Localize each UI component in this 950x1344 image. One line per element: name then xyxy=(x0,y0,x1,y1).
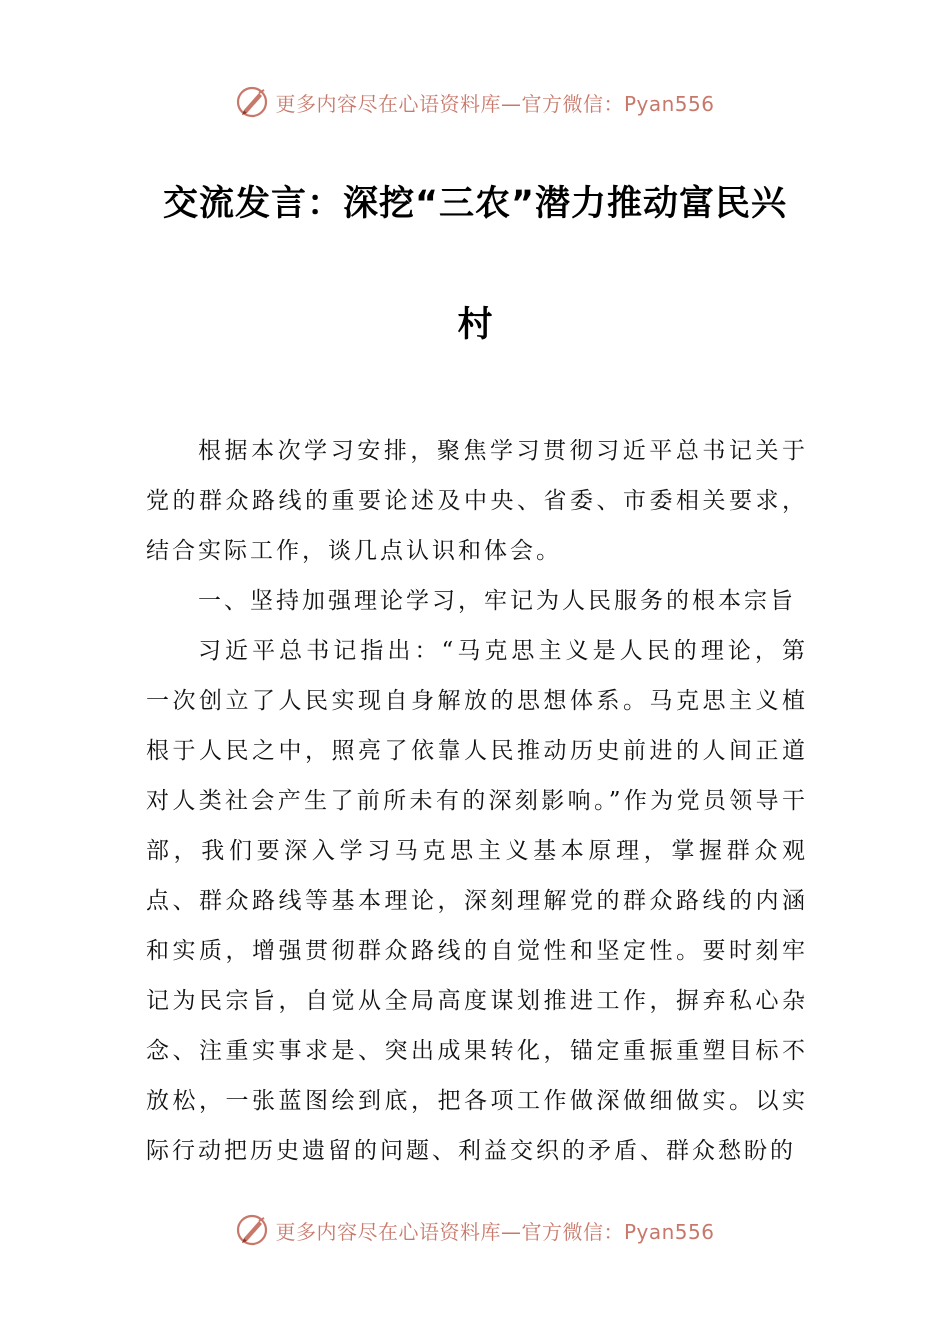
quill-pen-logo-icon xyxy=(235,85,269,119)
body-paragraph: 习近平总书记指出：“马克思主义是人民的理论，第一次创立了人民实现自身解放的思想体系。马克思主义植根于人民之中，照亮了依靠人民推动历史前进的人间正道对人类社会产生了前所未有的深刻影响。”作为党员领导干部，我们要深入学习马克思主义基本原理，掌握群众观点、群众路线等基本理论，深刻理解党的群众路线的内涵和实质，增强贯彻群众路线的自觉性和坚定性。要时刻牢记为民宗旨，自觉从全局高度谋划推进工作，摒弃私心杂念、注重实事求是、突出成果转化，锚定重振重塑目标不放松，一张蓝图绘到底，把各项工作做深做细做实。以实际行动把历史遗留的问题、利益交织的矛盾、群众愁盼的 xyxy=(146,638,808,1164)
watermark-text: 更多内容尽在心语资料库—官方微信：Pyan556 xyxy=(275,91,715,116)
section-heading: 一、坚持加强理论学习，牢记为人民服务的根本宗旨 xyxy=(198,588,796,614)
quill-pen-logo-icon xyxy=(235,1213,269,1247)
document-body xyxy=(146,426,808,1176)
document-title: 交流发言：深挖“三农”潜力推动富民兴 xyxy=(162,184,787,224)
document-title-continued: 村 xyxy=(457,305,493,345)
header-watermark xyxy=(0,82,950,122)
intro-paragraph: 根据本次学习安排，聚焦学习贯彻习近平总书记关于党的群众路线的重要论述及中央、省委、市委相关要求，结合实际工作，谈几点认识和体会。 xyxy=(146,438,808,564)
footer-watermark xyxy=(0,1210,950,1250)
watermark-text: 更多内容尽在心语资料库—官方微信：Pyan556 xyxy=(275,1219,715,1244)
